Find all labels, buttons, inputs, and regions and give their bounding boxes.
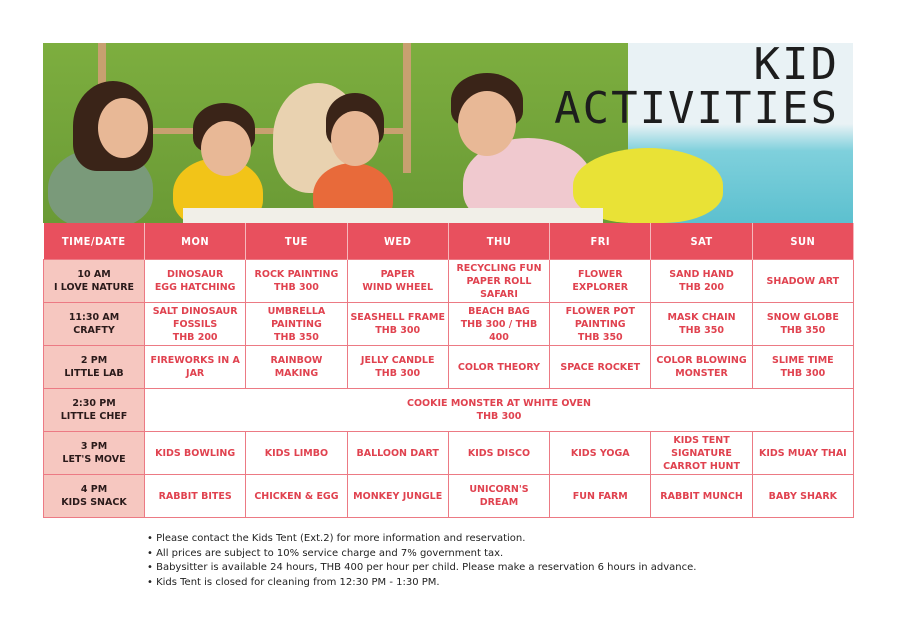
activity-line: THB 300 [476, 411, 522, 422]
activity-cell [145, 475, 246, 518]
activity-line: CARROT HUNT [663, 460, 740, 472]
activity-cell [145, 432, 246, 475]
activity-cell [651, 432, 752, 475]
activity-cell [550, 303, 651, 346]
table-row [44, 346, 854, 389]
activity-line: THB 300 [375, 368, 421, 379]
activity-cell [448, 303, 549, 346]
note-item: • Kids Tent is closed for cleaning from 12:30 PM - 1:30 PM. [147, 576, 696, 591]
activity-line: KIDS BOWLING [155, 447, 236, 459]
hero-photo [43, 43, 853, 223]
activity-line: KIDS TENT SIGNATURE [671, 434, 732, 459]
activity-line: FLOWER POT PAINTING [565, 305, 635, 330]
activity-cell [347, 432, 448, 475]
activity-line: COOKIE MONSTER AT WHITE OVEN [407, 398, 591, 409]
schedule-table [43, 223, 854, 518]
activity-cell [550, 475, 651, 518]
activity-cell [651, 303, 752, 346]
photo-table [183, 208, 603, 223]
activity-cell-all-week [145, 389, 854, 432]
activity-line: UNICORN'S DREAM [469, 484, 529, 508]
table-row [44, 303, 854, 346]
activity-cell [550, 260, 651, 303]
photo-shelf [403, 43, 411, 173]
activity-cell [651, 475, 752, 518]
time-slot-line: 10 AM [77, 269, 111, 280]
activity-line: PAPER [380, 269, 415, 280]
activity-line: JELLY CANDLE [360, 355, 435, 366]
activity-line: THB 300 / THB 400 [460, 318, 538, 343]
time-slot-line: 11:30 AM [68, 312, 120, 323]
activity-cell [246, 432, 347, 475]
activity-line: SAND HAND [669, 269, 734, 280]
table-row [44, 389, 854, 432]
header-mon: MON [145, 223, 246, 260]
activity-line: EGG HATCHING [154, 282, 236, 293]
activity-cell [752, 432, 853, 475]
activity-cell [448, 260, 549, 303]
activity-line: RECYCLING FUN [456, 262, 542, 274]
activity-cell [347, 346, 448, 389]
activity-cell [550, 432, 651, 475]
activity-line: DINOSAUR [166, 269, 224, 280]
title-line-2: ACTIVITIES [554, 83, 839, 134]
activity-line: KIDS YOGA [570, 447, 630, 459]
activity-cell [347, 260, 448, 303]
header-time-date: TIME/DATE [44, 223, 145, 260]
activity-line: UMBRELLA PAINTING [267, 305, 326, 330]
header-tue: TUE [246, 223, 347, 260]
activity-line: BABY SHARK [768, 490, 837, 502]
time-slot-line: 2:30 PM [72, 398, 116, 409]
photo-face [98, 98, 148, 158]
activity-line: MONKEY JUNGLE [353, 490, 443, 502]
photo-face [331, 111, 379, 166]
activity-line: CHICKEN & EGG [254, 490, 339, 502]
time-slot-line: LET'S MOVE [62, 454, 126, 465]
activity-line: SEASHELL FRAME [350, 312, 445, 323]
activity-cell [246, 303, 347, 346]
time-slot-line: 3 PM [80, 441, 108, 452]
activity-cell [752, 303, 853, 346]
activity-line: SPACE ROCKET [560, 361, 641, 373]
activity-line: RABBIT MUNCH [660, 490, 743, 502]
header-row [44, 223, 854, 260]
activity-line: FUN FARM [572, 490, 628, 502]
time-slot-line: LITTLE CHEF [60, 411, 128, 422]
header-thu: THU [448, 223, 549, 260]
activity-line: THB 350 [780, 325, 826, 336]
activity-line: MASK CHAIN [667, 312, 736, 323]
header-fri: FRI [550, 223, 651, 260]
activity-line: SALT DINOSAUR FOSSILS [152, 305, 238, 330]
activity-cell [246, 260, 347, 303]
activity-line: THB 300 [375, 325, 421, 336]
activity-line: MONSTER [675, 368, 728, 379]
time-slot-cell [44, 303, 145, 346]
activity-line: BEACH BAG [468, 305, 530, 317]
time-slot-cell [44, 475, 145, 518]
header-sat: SAT [651, 223, 752, 260]
activity-cell [145, 260, 246, 303]
activity-line: SNOW GLOBE [766, 312, 839, 323]
activity-cell [145, 346, 246, 389]
activity-cell [752, 346, 853, 389]
activity-line: KIDS LIMBO [264, 447, 329, 459]
note-item: • Babysitter is available 24 hours, THB 400 per hour per child. Please make a reservation 6 hours in advance. [147, 561, 696, 576]
photo-face [201, 121, 251, 176]
notes-list [147, 532, 696, 590]
time-slot-line: CRAFTY [73, 325, 115, 336]
activity-line: THB 350 [577, 331, 623, 343]
note-item: • All prices are subject to 10% service charge and 7% government tax. [147, 547, 696, 562]
time-slot-line: 2 PM [80, 355, 108, 366]
activity-line: COLOR BLOWING [656, 355, 747, 366]
time-slot-line: I LOVE NATURE [53, 282, 135, 293]
activity-cell [246, 475, 347, 518]
activity-line: PAPER ROLL SAFARI [466, 275, 532, 300]
activity-cell [651, 346, 752, 389]
activity-cell [448, 432, 549, 475]
activity-line: KIDS MUAY THAI [758, 447, 847, 459]
activity-line: THB 300 [780, 368, 826, 379]
page-title [554, 43, 839, 134]
activity-line: THB 350 [274, 331, 319, 343]
activity-cell [145, 303, 246, 346]
activity-cell [550, 346, 651, 389]
activity-line: THB 200 [172, 331, 218, 343]
activity-cell [752, 260, 853, 303]
activity-cell [448, 346, 549, 389]
header-sun: SUN [752, 223, 853, 260]
activity-line: KIDS DISCO [467, 447, 531, 459]
activity-line: THB 350 [679, 325, 724, 336]
time-slot-line: 4 PM [80, 484, 108, 495]
activity-line: FLOWER EXPLORER [572, 269, 629, 293]
time-slot-cell [44, 389, 145, 432]
note-item: • Please contact the Kids Tent (Ext.2) for more information and reservation. [147, 532, 696, 547]
time-slot-line: LITTLE LAB [64, 368, 124, 379]
table-row [44, 432, 854, 475]
activity-line: BALLOON DART [356, 447, 439, 459]
activity-cell [651, 260, 752, 303]
activity-line: ROCK PAINTING [254, 269, 339, 280]
activity-cell [347, 303, 448, 346]
activity-cell [347, 475, 448, 518]
activity-cell [448, 475, 549, 518]
title-line-1: KID [753, 43, 839, 90]
time-slot-cell [44, 346, 145, 389]
header-wed: WED [347, 223, 448, 260]
activity-line: WIND WHEEL [362, 282, 434, 293]
time-slot-cell [44, 260, 145, 303]
time-slot-cell [44, 432, 145, 475]
time-slot-line: KIDS SNACK [61, 497, 127, 508]
table-row [44, 260, 854, 303]
activity-line: SHADOW ART [766, 275, 840, 287]
activity-line: SLIME TIME [772, 355, 834, 366]
activity-line: THB 200 [679, 282, 724, 293]
table-row [44, 475, 854, 518]
activity-line: FIREWORKS IN A JAR [150, 355, 240, 379]
activity-line: THB 300 [274, 282, 319, 293]
photo-face [458, 91, 516, 156]
activity-line: RABBIT BITES [158, 490, 232, 502]
activity-cell [752, 475, 853, 518]
activity-line: COLOR THEORY [457, 361, 541, 373]
activity-cell [246, 346, 347, 389]
activity-line: RAINBOW MAKING [270, 355, 323, 379]
